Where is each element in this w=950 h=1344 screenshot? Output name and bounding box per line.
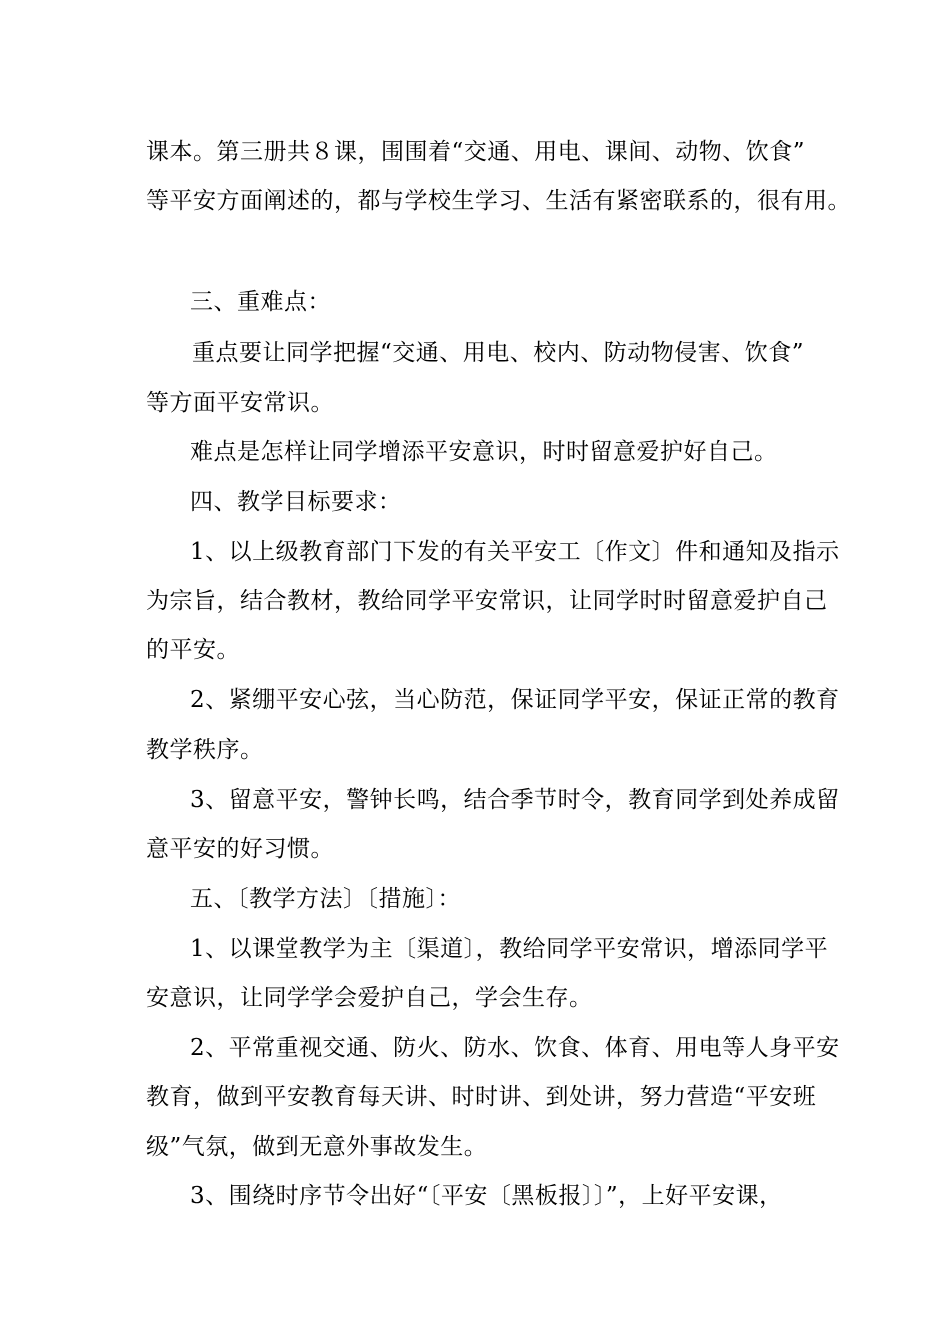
text-line: 的平安。	[146, 637, 240, 663]
text-line: 等方面平安常识。	[146, 390, 334, 416]
text-line: 教育，做到平安教育每天讲、时时讲、到处讲，努力营造“平安班	[146, 1084, 817, 1110]
section-heading: 三、重难点：	[190, 289, 331, 315]
text-line: 级”气氛，做到无意外事故发生。	[146, 1134, 488, 1160]
text-line: 2、紧绷平安心弦，当心防范，保证同学平安，保证正常的教育	[190, 687, 840, 713]
text-line: 等平安方面阐述的，都与学校生学习、生活有紧密联系的，很有用。	[146, 188, 851, 214]
text-line: 难点是怎样让同学增添平安意识，时时留意爱护好自己。	[190, 439, 778, 465]
text-line: 1、以课堂教学为主〔渠道〕，教给同学平安常识，增添同学平	[190, 936, 829, 962]
text-line: 1、以上级教育部门下发的有关平安工〔作文〕件和通知及指示	[190, 539, 840, 565]
text-line: 教学秩序。	[146, 737, 264, 763]
text-line: 为宗旨，结合教材，教给同学平安常识，让同学时时留意爱护自己	[146, 588, 828, 614]
text-line: 2、平常重视交通、防火、防水、饮食、体育、用电等人身平安	[190, 1035, 840, 1061]
text-line: 意平安的好习惯。	[146, 836, 334, 862]
text-line: 课本。第三册共８课，围围着“交通、用电、课间、动物、饮食”	[146, 139, 806, 165]
section-heading: 五、〔教学方法〕〔措施〕：	[190, 886, 461, 912]
text-line: 安意识，让同学学会爱护自己，学会生存。	[146, 985, 593, 1011]
text-line: 3、留意平安，警钟长鸣，结合季节时令，教育同学到处养成留	[190, 787, 840, 813]
text-line: 重点要让同学把握“交通、用电、校内、防动物侵害、饮食”	[192, 340, 805, 366]
section-heading: 四、教学目标要求：	[190, 489, 402, 515]
text-line: 3、围绕时序节令出好“〔平安〔黑板报〕〕”，上好平安课，	[190, 1183, 783, 1209]
